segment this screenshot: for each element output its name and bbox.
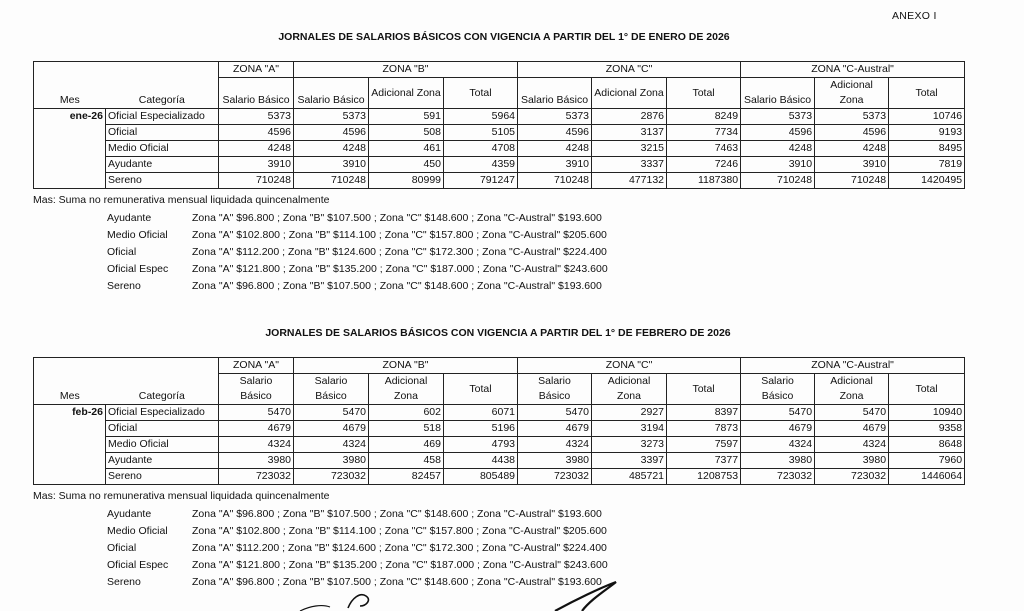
adicional-b-header: Adicional Zona bbox=[369, 78, 444, 109]
categoria-cell: Medio Oficial bbox=[106, 437, 219, 453]
value-cell: 3910 bbox=[741, 157, 815, 173]
categoria-cell: Ayudante bbox=[106, 453, 219, 469]
value-cell: 5196 bbox=[444, 421, 518, 437]
total-ca-header: Total bbox=[889, 78, 965, 109]
mes-cell: feb-26 bbox=[34, 405, 106, 421]
value-cell: 4679 bbox=[518, 421, 592, 437]
value-cell: 7463 bbox=[667, 141, 741, 157]
value-cell: 8397 bbox=[667, 405, 741, 421]
value-cell: 4679 bbox=[815, 421, 889, 437]
value-cell: 82457 bbox=[369, 469, 444, 485]
value-cell: 3980 bbox=[741, 453, 815, 469]
value-cell: 7960 bbox=[889, 453, 965, 469]
value-cell: 723032 bbox=[219, 469, 294, 485]
value-cell: 3910 bbox=[518, 157, 592, 173]
value-cell: 3910 bbox=[294, 157, 369, 173]
mes-header: Mes bbox=[59, 93, 80, 106]
value-cell: 3337 bbox=[592, 157, 667, 173]
value-cell: 7734 bbox=[667, 125, 741, 141]
adicional-ca-line1: Adicional bbox=[830, 375, 873, 387]
annex-label: ANEXO I bbox=[892, 10, 937, 22]
value-cell: 469 bbox=[369, 437, 444, 453]
plus-category: Sereno bbox=[107, 576, 141, 588]
value-cell: 3910 bbox=[219, 157, 294, 173]
value-cell: 477132 bbox=[592, 173, 667, 189]
value-cell: 4679 bbox=[741, 421, 815, 437]
value-cell: 80999 bbox=[369, 173, 444, 189]
basico-c-line2: Básico bbox=[538, 390, 571, 402]
plus-category: Ayudante bbox=[107, 212, 152, 224]
value-cell: 8495 bbox=[889, 141, 965, 157]
value-cell: 3980 bbox=[815, 453, 889, 469]
adicional-ca-header: Adicional Zona bbox=[815, 78, 889, 109]
value-cell: 518 bbox=[369, 421, 444, 437]
value-cell: 4248 bbox=[741, 141, 815, 157]
categoria-cell: Oficial Especializado bbox=[106, 405, 219, 421]
note-text: Mas: Suma no remunerativa mensual liquidada quincenalmente bbox=[33, 490, 330, 502]
value-cell: 4708 bbox=[444, 141, 518, 157]
adicional-b-line2: Zona bbox=[394, 390, 418, 402]
value-cell: 1187380 bbox=[667, 173, 741, 189]
basico-a-line2: Básico bbox=[240, 390, 272, 402]
value-cell: 3397 bbox=[592, 453, 667, 469]
value-cell: 2876 bbox=[592, 109, 667, 125]
basico-a-header: Salario Básico bbox=[219, 78, 294, 109]
value-cell: 7246 bbox=[667, 157, 741, 173]
basico-c-header: Salario Básico bbox=[518, 78, 592, 109]
plus-amounts: Zona "A" $96.800 ; Zona "B" $107.500 ; Zona "C" $148.600 ; Zona "C-Austral" $193.600 bbox=[192, 576, 602, 588]
plus-category: Oficial bbox=[107, 246, 137, 258]
value-cell: 8249 bbox=[667, 109, 741, 125]
value-cell: 3194 bbox=[592, 421, 667, 437]
value-cell: 7597 bbox=[667, 437, 741, 453]
value-cell: 710248 bbox=[294, 173, 369, 189]
zone-c-header: ZONA "C" bbox=[518, 358, 741, 374]
value-cell: 4679 bbox=[294, 421, 369, 437]
value-cell: 9193 bbox=[889, 125, 965, 141]
note-text: Mas: Suma no remunerativa mensual liquidada quincenalmente bbox=[33, 194, 330, 206]
value-cell: 710248 bbox=[518, 173, 592, 189]
value-cell: 5105 bbox=[444, 125, 518, 141]
value-cell: 4793 bbox=[444, 437, 518, 453]
value-cell: 8648 bbox=[889, 437, 965, 453]
categoria-cell: Ayudante bbox=[106, 157, 219, 173]
value-cell: 485721 bbox=[592, 469, 667, 485]
total-b-header: Total bbox=[444, 78, 518, 109]
plus-category: Oficial Espec bbox=[107, 559, 169, 571]
zone-b-header: ZONA "B" bbox=[294, 62, 518, 78]
plus-amounts: Zona "A" $102.800 ; Zona "B" $114.100 ; Zona "C" $157.800 ; Zona "C-Austral" $205.600 bbox=[192, 525, 607, 537]
value-cell: 461 bbox=[369, 141, 444, 157]
value-cell: 7873 bbox=[667, 421, 741, 437]
basico-ca-line2: Básico bbox=[761, 390, 794, 402]
adicional-c-header: Adicional Zona bbox=[592, 78, 667, 109]
value-cell: 4596 bbox=[219, 125, 294, 141]
zone-c-austral-header: ZONA "C-Austral" bbox=[741, 62, 965, 78]
plus-category: Ayudante bbox=[107, 508, 152, 520]
value-cell: 3273 bbox=[592, 437, 667, 453]
value-cell: 10940 bbox=[889, 405, 965, 421]
table-title-february: JORNALES DE SALARIOS BÁSICOS CON VIGENCIA A PARTIR DEL 1° DE FEBRERO DE 2026 bbox=[265, 327, 731, 339]
plus-category: Medio Oficial bbox=[107, 525, 168, 537]
value-cell: 9358 bbox=[889, 421, 965, 437]
value-cell: 1420495 bbox=[889, 173, 965, 189]
plus-amounts: Zona "A" $96.800 ; Zona "B" $107.500 ; Zona "C" $148.600 ; Zona "C-Austral" $193.600 bbox=[192, 280, 602, 292]
plus-amounts: Zona "A" $102.800 ; Zona "B" $114.100 ; Zona "C" $157.800 ; Zona "C-Austral" $205.600 bbox=[192, 229, 607, 241]
categoria-cell: Medio Oficial bbox=[106, 141, 219, 157]
categoria-cell: Oficial Especializado bbox=[106, 109, 219, 125]
value-cell: 5373 bbox=[518, 109, 592, 125]
value-cell: 805489 bbox=[444, 469, 518, 485]
value-cell: 1446064 bbox=[889, 469, 965, 485]
categoria-header: Categoría bbox=[138, 389, 185, 402]
value-cell: 3980 bbox=[219, 453, 294, 469]
value-cell: 4248 bbox=[219, 141, 294, 157]
mes-cell: ene-26 bbox=[34, 109, 106, 125]
basico-b-line1: Salario bbox=[314, 375, 348, 387]
value-cell: 723032 bbox=[518, 469, 592, 485]
adicional-b-line1: Adicional bbox=[384, 375, 428, 387]
value-cell: 602 bbox=[369, 405, 444, 421]
categoria-header: Categoría bbox=[138, 93, 185, 106]
value-cell: 4324 bbox=[741, 437, 815, 453]
basico-c-line1: Salario bbox=[538, 375, 571, 387]
plus-amounts: Zona "A" $121.800 ; Zona "B" $135.200 ; Zona "C" $187.000 ; Zona "C-Austral" $243.600 bbox=[192, 559, 608, 571]
value-cell: 4679 bbox=[219, 421, 294, 437]
basico-b-line2: Básico bbox=[315, 390, 347, 402]
value-cell: 5470 bbox=[518, 405, 592, 421]
value-cell: 791247 bbox=[444, 173, 518, 189]
value-cell: 5373 bbox=[815, 109, 889, 125]
basico-a-line1: Salario bbox=[239, 375, 273, 387]
value-cell: 2927 bbox=[592, 405, 667, 421]
value-cell: 5964 bbox=[444, 109, 518, 125]
value-cell: 723032 bbox=[815, 469, 889, 485]
mes-header: Mes bbox=[59, 389, 80, 402]
total-b-header: Total bbox=[444, 374, 518, 405]
total-c-header: Total bbox=[667, 78, 741, 109]
value-cell: 7819 bbox=[889, 157, 965, 173]
zone-a-header: ZONA "A" bbox=[219, 358, 294, 374]
value-cell: 3980 bbox=[518, 453, 592, 469]
value-cell: 591 bbox=[369, 109, 444, 125]
value-cell: 458 bbox=[369, 453, 444, 469]
value-cell: 4596 bbox=[741, 125, 815, 141]
categoria-cell: Sereno bbox=[106, 469, 219, 485]
plus-category: Sereno bbox=[107, 280, 141, 292]
value-cell: 710248 bbox=[741, 173, 815, 189]
value-cell: 723032 bbox=[741, 469, 815, 485]
value-cell: 3215 bbox=[592, 141, 667, 157]
value-cell: 5373 bbox=[294, 109, 369, 125]
total-ca-header: Total bbox=[889, 374, 965, 405]
adicional-c-line2: Zona bbox=[617, 390, 641, 402]
adicional-ca-line2: Zona bbox=[839, 390, 864, 402]
value-cell: 5470 bbox=[294, 405, 369, 421]
value-cell: 4324 bbox=[294, 437, 369, 453]
value-cell: 4596 bbox=[815, 125, 889, 141]
total-c-header: Total bbox=[667, 374, 741, 405]
value-cell: 723032 bbox=[294, 469, 369, 485]
value-cell: 4324 bbox=[518, 437, 592, 453]
value-cell: 4248 bbox=[518, 141, 592, 157]
value-cell: 710248 bbox=[815, 173, 889, 189]
value-cell: 4324 bbox=[815, 437, 889, 453]
basico-ca-line1: Salario bbox=[761, 375, 794, 387]
value-cell: 4438 bbox=[444, 453, 518, 469]
value-cell: 5373 bbox=[741, 109, 815, 125]
value-cell: 5470 bbox=[219, 405, 294, 421]
table-title-january: JORNALES DE SALARIOS BÁSICOS CON VIGENCIA A PARTIR DEL 1° DE ENERO DE 2026 bbox=[278, 31, 730, 43]
value-cell: 450 bbox=[369, 157, 444, 173]
basico-b-header: Salario Básico bbox=[294, 78, 369, 109]
value-cell: 508 bbox=[369, 125, 444, 141]
plus-amounts: Zona "A" $112.200 ; Zona "B" $124.600 ; Zona "C" $172.300 ; Zona "C-Austral" $224.400 bbox=[192, 246, 607, 258]
zone-c-header: ZONA "C" bbox=[518, 62, 741, 78]
value-cell: 4596 bbox=[518, 125, 592, 141]
value-cell: 710248 bbox=[219, 173, 294, 189]
categoria-cell: Sereno bbox=[106, 173, 219, 189]
value-cell: 3910 bbox=[815, 157, 889, 173]
value-cell: 10746 bbox=[889, 109, 965, 125]
value-cell: 3980 bbox=[294, 453, 369, 469]
plus-amounts: Zona "A" $96.800 ; Zona "B" $107.500 ; Zona "C" $148.600 ; Zona "C-Austral" $193.600 bbox=[192, 508, 602, 520]
value-cell: 5470 bbox=[815, 405, 889, 421]
basico-ca-header: Salario Básico bbox=[741, 78, 815, 109]
categoria-cell: Oficial bbox=[106, 125, 219, 141]
plus-category: Oficial bbox=[107, 542, 137, 554]
value-cell: 4248 bbox=[815, 141, 889, 157]
value-cell: 6071 bbox=[444, 405, 518, 421]
value-cell: 5470 bbox=[741, 405, 815, 421]
plus-amounts: Zona "A" $96.800 ; Zona "B" $107.500 ; Zona "C" $148.600 ; Zona "C-Austral" $193.600 bbox=[192, 212, 602, 224]
value-cell: 7377 bbox=[667, 453, 741, 469]
adicional-c-line1: Adicional bbox=[607, 375, 651, 387]
value-cell: 4324 bbox=[219, 437, 294, 453]
value-cell: 4359 bbox=[444, 157, 518, 173]
plus-category: Medio Oficial bbox=[107, 229, 168, 241]
zone-a-header: ZONA "A" bbox=[219, 62, 294, 78]
zone-b-header: ZONA "B" bbox=[294, 358, 518, 374]
value-cell: 4596 bbox=[294, 125, 369, 141]
value-cell: 1208753 bbox=[667, 469, 741, 485]
categoria-cell: Oficial bbox=[106, 421, 219, 437]
plus-amounts: Zona "A" $121.800 ; Zona "B" $135.200 ; Zona "C" $187.000 ; Zona "C-Austral" $243.600 bbox=[192, 263, 608, 275]
value-cell: 4248 bbox=[294, 141, 369, 157]
value-cell: 5373 bbox=[219, 109, 294, 125]
value-cell: 3137 bbox=[592, 125, 667, 141]
plus-amounts: Zona "A" $112.200 ; Zona "B" $124.600 ; Zona "C" $172.300 ; Zona "C-Austral" $224.400 bbox=[192, 542, 607, 554]
plus-category: Oficial Espec bbox=[107, 263, 169, 275]
zone-c-austral-header: ZONA "C-Austral" bbox=[741, 358, 965, 374]
